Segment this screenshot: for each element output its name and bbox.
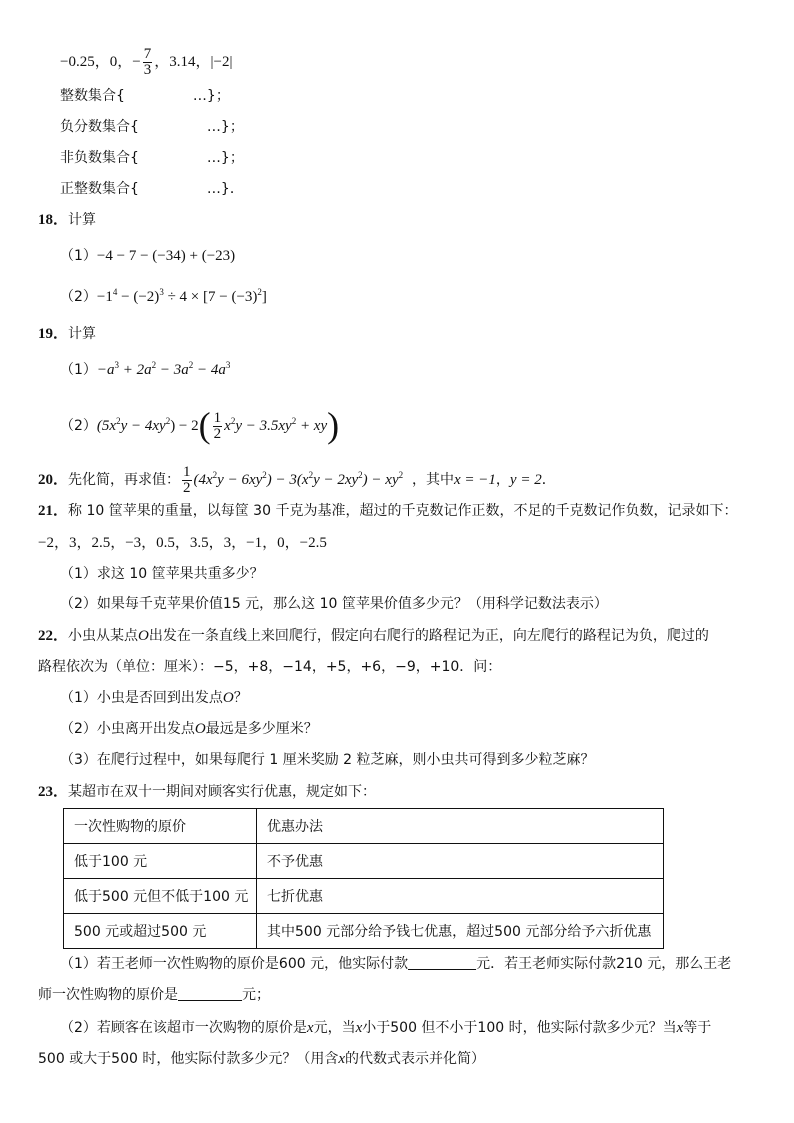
num-b: 0 xyxy=(109,53,118,70)
num-d: 3.14 xyxy=(169,53,196,70)
num-e: |−2| xyxy=(210,53,233,70)
table-row xyxy=(64,844,664,879)
table-row xyxy=(64,809,664,844)
q21-line1: 21．称 10 筐苹果的重量，以每筐 30 千克为基准，超过的千克数记作正数，不足的千克数记作负数，记录如下： xyxy=(38,503,738,519)
q22-line2: 路程依次为（单位：厘米）：−5，+8，−14，+5，+6，−9，+10．问： xyxy=(38,659,502,675)
table-cell: 七折优惠 xyxy=(257,879,664,914)
q18-heading: 18．计算 xyxy=(38,212,97,228)
q23-part2-line1: （2）若顾客在该超市一次购物的原价是x元，当x小于500 但不小于100 时，他实际付款多少元？当x等于 xyxy=(60,1020,712,1036)
table-row xyxy=(64,914,664,949)
q18-part2: $(2)-1^4 - (-2)^3 \div 4 \times [7 - (-3)^2]$ xyxy=(60,287,267,305)
q23-heading: 23．某超市在双十一期间对顾客实行优惠，规定如下： xyxy=(38,784,377,800)
left-big-paren: ( xyxy=(198,404,211,445)
table-cell: 低于500 元但不低于100 元 xyxy=(64,879,257,914)
table-row xyxy=(64,879,664,914)
set-non-negative: 非负数集合{ …}； xyxy=(60,150,244,166)
answer-blank[interactable] xyxy=(178,985,242,1001)
right-big-paren: ) xyxy=(327,404,340,445)
table-header-cell: 一次性购物的原价 xyxy=(64,809,257,844)
q22-part3: （3）在爬行过程中，如果每爬行 1 厘米奖励 2 粒芝麻，则小虫共可得到多少粒芝麻？ xyxy=(60,752,595,768)
fraction-one-half: $\frac{1}{2}$ xyxy=(213,410,222,442)
num-a: −0.25 xyxy=(60,53,95,70)
set-positive-integers: 正整数集合{ …}． xyxy=(60,181,244,197)
q23-part1-line2: 师一次性购物的原价是 元； xyxy=(38,987,270,1003)
answer-blank[interactable] xyxy=(408,954,476,970)
q21-part2: （2）如果每千克苹果价值15 元，那么这 10 筐苹果价值多少元？（用科学记数法表示） xyxy=(60,596,608,612)
q23-part2-line2: 500 或大于500 时，他实际付款多少元？（用含x的代数式表示并化简） xyxy=(38,1051,486,1067)
q19-part1: $(1)-a^3 + 2a^2 - 3a^2 - 4a^3$ xyxy=(60,360,231,378)
table-cell: 低于100 元 xyxy=(64,844,257,879)
discount-table xyxy=(63,808,664,949)
q21-values: −2，3，2.5，−3，0.5，3.5，3，−1，0，−2.5 xyxy=(38,535,327,551)
q23-part1-line1: （1）若王老师一次性购物的原价是600 元，他实际付款 元．若王老师实际付款210 元，那么王老 xyxy=(60,956,732,972)
table-cell: 其中500 元部分给予钱七优惠，超过500 元部分给予六折优惠 xyxy=(257,914,664,949)
table-cell: 不予优惠 xyxy=(257,844,664,879)
q22-line1: 22．小虫从某点O出发在一条直线上来回爬行，假定向右爬行的路程记为正，向左爬行的路程记为负，爬过的 xyxy=(38,628,709,644)
q17-number-list: −0.25，0，− $\frac{7}{3}$ ，3.14，|−2| xyxy=(60,46,233,78)
fraction-seven-thirds: $\frac{7}{3}$ xyxy=(143,46,152,78)
q19-heading: 19．计算 xyxy=(38,326,97,342)
set-integers: 整数集合{ …}； xyxy=(60,88,230,104)
q21-part1: （1）求这 10 筐苹果共重多少？ xyxy=(60,566,264,582)
table-cell: 500 元或超过500 元 xyxy=(64,914,257,949)
q20-line: 20．先化简，再求值： $\frac{1}{2}$ $(4x^2y - 6xy^2) - 3(x^2y - 2xy^2) - xy^2$ ，其中x = −1，y = 2． xyxy=(38,464,556,496)
q22-part2: （2）小虫离开出发点O最远是多少厘米？ xyxy=(60,721,318,737)
q22-part1: （1）小虫是否回到出发点O？ xyxy=(60,690,248,706)
q18-part1: （1）−4 − 7 − (−34) + (−23) xyxy=(60,248,236,264)
fraction-one-half: $\frac{1}{2}$ xyxy=(183,464,191,496)
table-header-cell: 优惠办法 xyxy=(257,809,664,844)
set-negative-fractions: 负分数集合{ …}； xyxy=(60,119,244,135)
q19-part2: $(2)(5x^2y - 4xy^2) - 2$( $\frac{1}{2}$ $x^2y - 3.5xy^2 + xy$) xyxy=(60,404,340,445)
